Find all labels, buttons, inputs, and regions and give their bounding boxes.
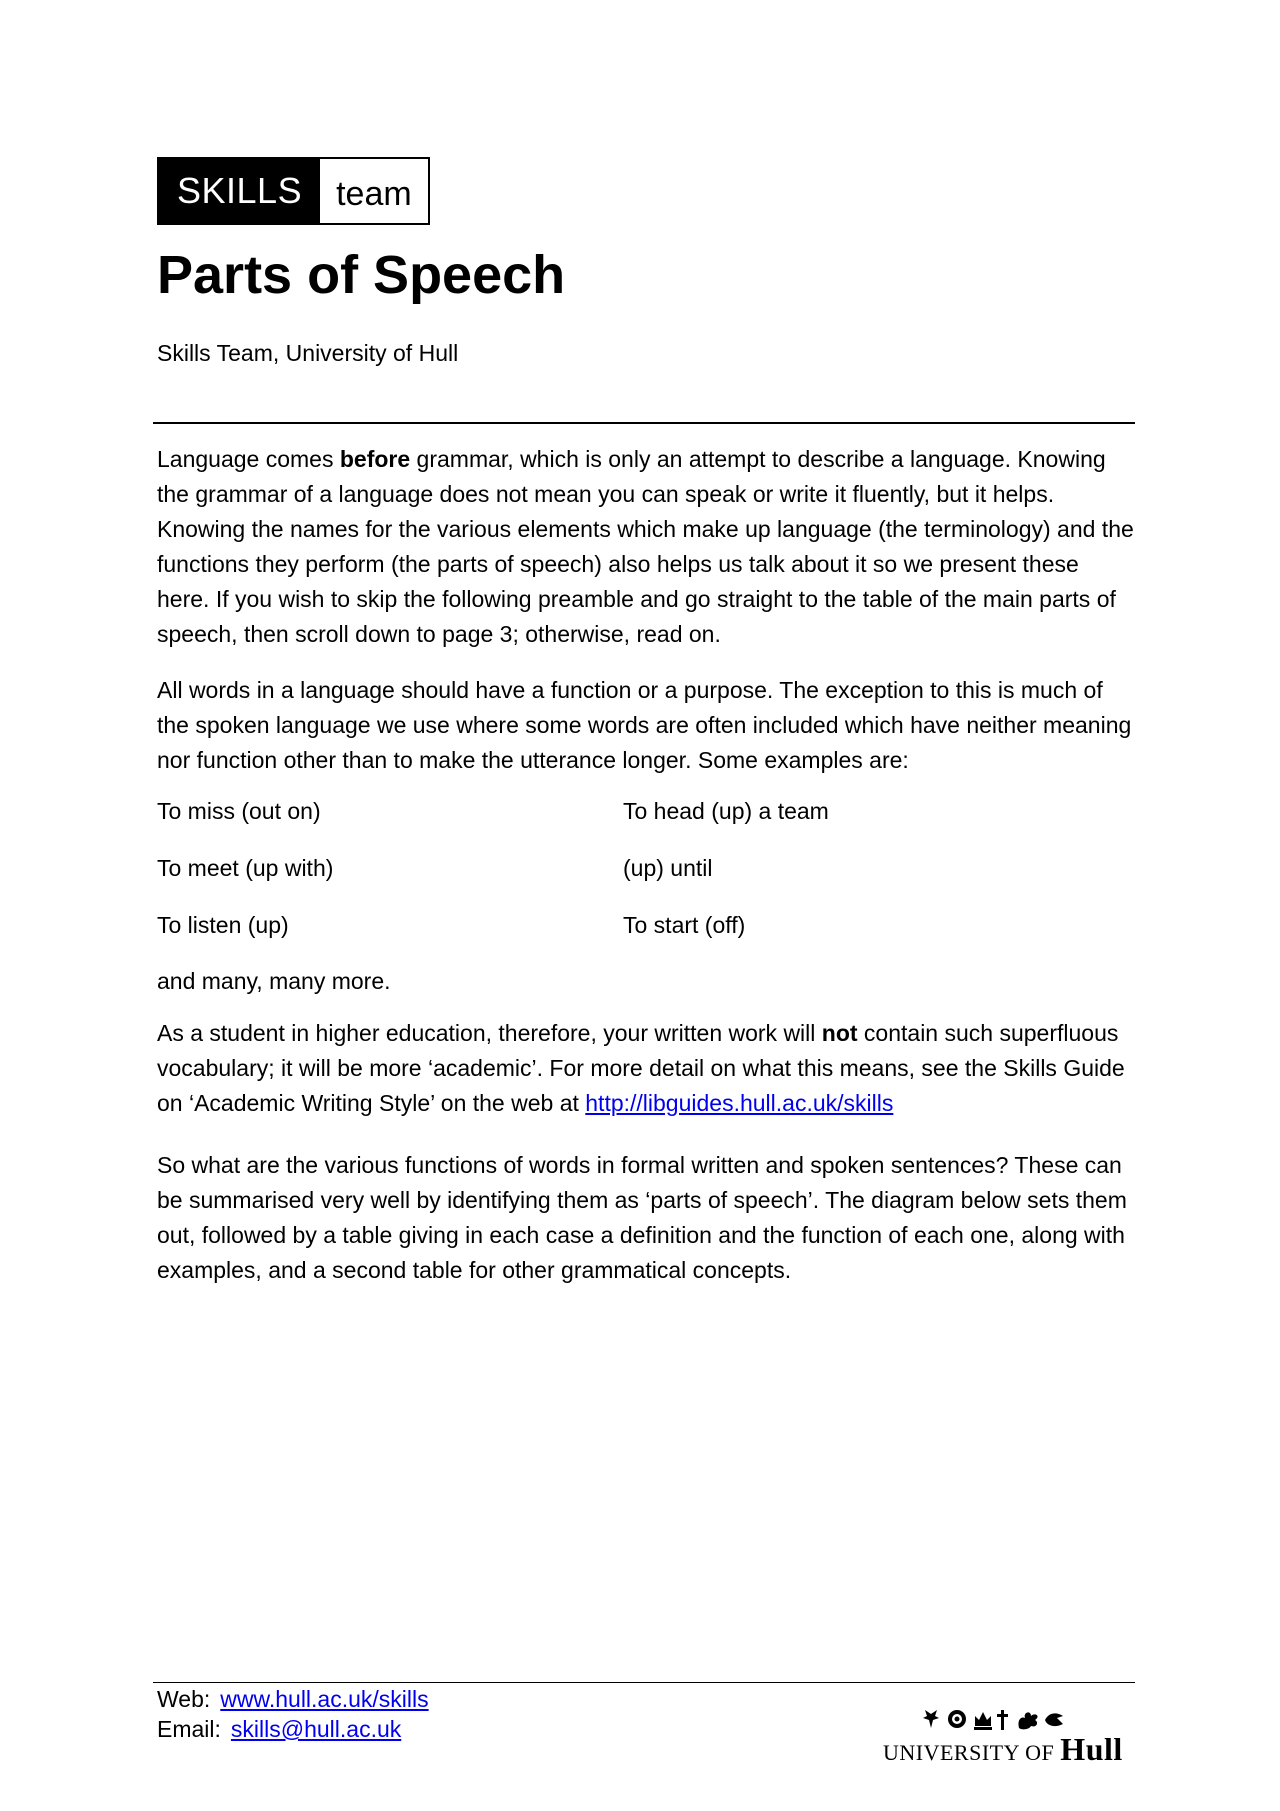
footer-email bbox=[157, 1716, 401, 1743]
example-right-3: To start (off) bbox=[623, 912, 746, 938]
uni-small-text: UNIVERSITY OF bbox=[883, 1740, 1055, 1765]
p3-text-a: As a student in higher education, therefore, your written work will bbox=[157, 1020, 822, 1046]
footer-divider bbox=[153, 1682, 1135, 1683]
example-right-1: To head (up) a team bbox=[623, 798, 829, 824]
footer-web bbox=[157, 1686, 429, 1713]
email-label: Email: bbox=[157, 1716, 221, 1742]
paragraph-academic bbox=[157, 1016, 1137, 1121]
page-title: Parts of Speech bbox=[157, 245, 566, 305]
paragraph-function: All words in a language should have a function or a purpose. The exception to this is much of the spoken language we use where some words are often included which have neither meaning nor function other than to make the utterance longer. Some examples are: bbox=[157, 677, 1132, 773]
logo-skills-text: SKILLS bbox=[159, 159, 320, 223]
paragraph-summary: So what are the various functions of words in formal written and spoken sentences? These can be summarised very well by identifying them as ‘parts of speech’. The diagram below sets them out, followed by a table giving in each case a definition and the function of each one, along with examples, and a second table for other grammatical concepts. bbox=[157, 1152, 1127, 1283]
crest-emblems-icon bbox=[921, 1706, 1066, 1732]
skills-team-logo bbox=[157, 157, 430, 225]
p1-text-a: Language comes bbox=[157, 446, 340, 472]
p3-bold: not bbox=[821, 1020, 858, 1046]
p3-text-c: contain such superfluous vocabulary; it will be more ‘academic’. For more detail on what this means, see the Skills Guide on ‘Academic Writing Style’ on the web at bbox=[157, 1020, 1125, 1116]
university-wordmark bbox=[883, 1731, 1123, 1768]
header-divider bbox=[153, 422, 1135, 424]
email-link[interactable]: skills@hull.ac.uk bbox=[230, 1716, 402, 1742]
example-left-1: To miss (out on) bbox=[157, 798, 321, 824]
p1-bold: before bbox=[339, 446, 411, 472]
example-right-2: (up) until bbox=[623, 855, 713, 881]
page-subtitle: Skills Team, University of Hull bbox=[157, 340, 459, 366]
libguides-link[interactable]: http://libguides.hull.ac.uk/skills bbox=[585, 1090, 894, 1116]
web-label: Web: bbox=[157, 1686, 211, 1712]
university-of-hull-logo bbox=[883, 1706, 1128, 1770]
p1-text-c: grammar, which is only an attempt to describe a language. Knowing the grammar of a language does not mean you can speak or write it fluently, but it helps. Knowing the names for the various elements which make up language (the terminology) and the functions they perform (the parts of speech) also helps us talk about it so we present these here. If you wish to skip the following preamble and go straight to the table of the main parts of speech, then scroll down to page 3; otherwise, read on. bbox=[157, 446, 1134, 647]
logo-team-text: team bbox=[320, 159, 428, 223]
example-left-2: To meet (up with) bbox=[157, 855, 334, 881]
web-link[interactable]: www.hull.ac.uk/skills bbox=[220, 1686, 429, 1712]
examples-more: and many, many more. bbox=[157, 968, 391, 994]
example-left-3: To listen (up) bbox=[157, 912, 289, 938]
paragraph-intro bbox=[157, 442, 1137, 652]
uni-big-text: Hull bbox=[1060, 1731, 1123, 1767]
